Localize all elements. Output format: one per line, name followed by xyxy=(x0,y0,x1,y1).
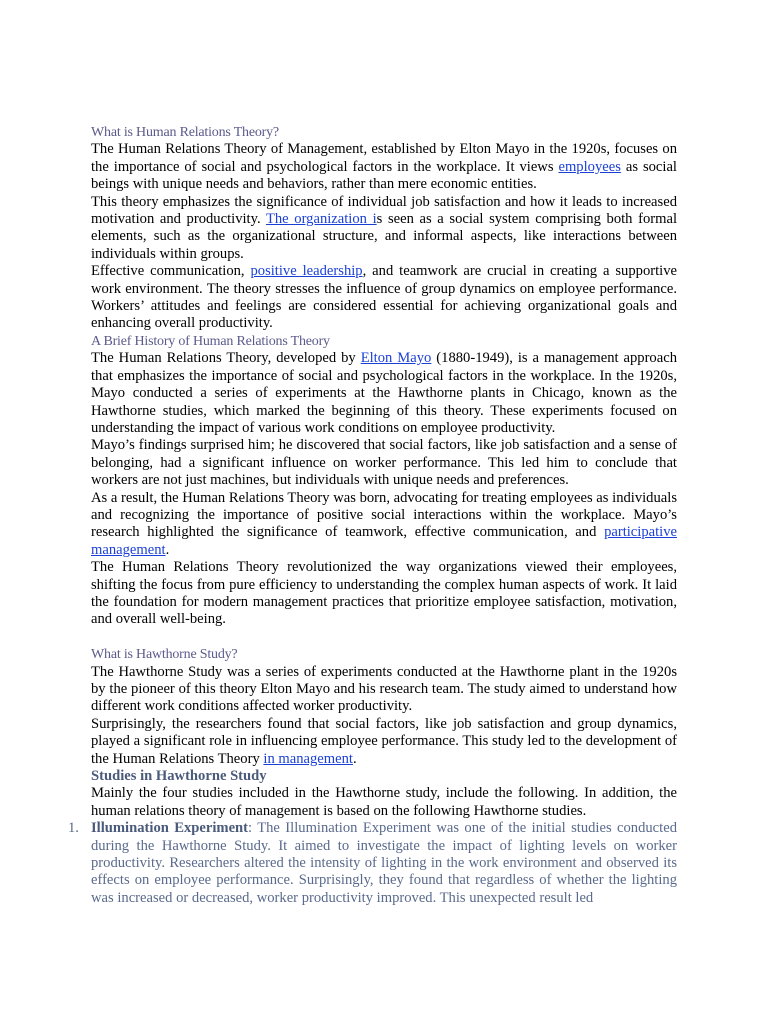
link-the-organization[interactable]: The organization i xyxy=(265,211,377,228)
list-term: Illumination Experiment xyxy=(91,820,249,837)
blank-line xyxy=(91,629,677,646)
link-employees[interactable]: employees xyxy=(558,158,621,175)
paragraph-text: Surprisingly, the researchers found that social factors, like job satisfaction and group dynamics, played a significant role in influencing employee performance. This study led to the development of the Human Relations Theory xyxy=(91,715,677,767)
section-heading-hawthorne-study: What is Hawthorne Study? xyxy=(91,647,238,663)
paragraph-text: The Human Relations Theory of Management, established by Elton Mayo in the 1920s, focuses on the importance of social and psychological factors in the workplace. It views xyxy=(91,141,677,175)
studies-list xyxy=(68,820,677,907)
list-item xyxy=(68,820,677,907)
subheading-studies-in-hawthorne-study: Studies in Hawthorne Study xyxy=(91,768,267,785)
paragraph-text: . xyxy=(352,750,357,767)
paragraph xyxy=(91,350,677,437)
document-body xyxy=(68,124,678,907)
list-text: : The Illumination Experiment was one of the initial studies conducted during the Hawthorne Study. It aimed to investigate the impact of lighting levels on worker productivity. Researchers altered the intensity of lighting in the work environment and observed its effects on employee performance. Surprisingly, they found that regardless of whether the lighting was increased or decreased, worker productivity improved. This unexpected result led xyxy=(91,820,677,906)
paragraph: Mainly the four studies included in the Hawthorne study, include the following. In addition, the human relations theory of management is based on the following Hawthorne studies. xyxy=(91,785,677,819)
paragraph-text: As a result, the Human Relations Theory was born, advocating for treating employees as individuals and recognizing the importance of positive social interactions within the workplace. Mayo’s research highlighted the significance of teamwork, effective communication, and xyxy=(91,489,677,541)
paragraph: The Hawthorne Study was a series of experiments conducted at the Hawthorne plant in the 1920s by the pioneer of this theory Elton Mayo and his research team. The study aimed to understand how different work conditions affected worker productivity. xyxy=(91,663,677,715)
paragraph: The Human Relations Theory revolutionized the way organizations viewed their employees, shifting the focus from pure efficiency to understanding the complex human aspects of work. It laid the foundation for modern management practices that prioritize employee satisfaction, motivation, and overall well-being. xyxy=(91,559,677,628)
paragraph-text: as social beings with unique needs and behaviors, rather than mere economic entities. xyxy=(91,158,677,193)
section-heading-human-relations-theory: What is Human Relations Theory? xyxy=(91,125,279,140)
paragraph-text: This theory emphasizes the significance of individual job satisfaction and how it leads to increased motivation and productivity. xyxy=(91,193,677,228)
paragraph xyxy=(91,194,677,264)
paragraph xyxy=(91,716,677,768)
paragraph-text: Effective communication, xyxy=(91,263,251,280)
paragraph xyxy=(91,490,677,560)
link-positive-leadership[interactable]: positive leadership xyxy=(250,263,363,280)
paragraph-text: The Human Relations Theory, developed by xyxy=(91,350,361,367)
link-elton-mayo[interactable]: Elton Mayo xyxy=(360,350,432,367)
link-in-management[interactable]: in management xyxy=(263,750,353,767)
paragraph-text: (1880-1949), is a management approach that emphasizes the importance of social and psychological factors in the workplace. In the 1920s, Mayo conducted a series of experiments at the Hawthorne plants in Chicago, known as the Hawthorne studies, which marked the beginning of this theory. These experiments focused on understanding the impact of various work conditions on employee productivity. xyxy=(91,350,677,436)
paragraph-text: , and teamwork are crucial in creating a supportive work environment. The theory stresses the influence of group dynamics on employee performance. Workers’ attitudes and feelings are considered essential for achieving organizational goals and enhancing overall productivity. xyxy=(91,263,677,332)
paragraph-text: . xyxy=(165,541,170,558)
list-number: 1. xyxy=(68,820,79,837)
section-heading-brief-history: A Brief History of Human Relations Theory xyxy=(91,333,330,349)
link-participative-management[interactable]: participative management xyxy=(91,524,677,558)
paragraph xyxy=(91,141,677,193)
paragraph: Mayo’s findings surprised him; he discovered that social factors, like job satisfaction and a sense of belonging, had a significant influence on worker performance. This led him to conclude that workers are not just machines, but individuals with unique needs and preferences. xyxy=(91,437,677,489)
paragraph xyxy=(91,263,677,333)
paragraph-text: s seen as a social system comprising both formal elements, such as the organizational structure, and informal aspects, like interactions between individuals within groups. xyxy=(91,211,678,262)
